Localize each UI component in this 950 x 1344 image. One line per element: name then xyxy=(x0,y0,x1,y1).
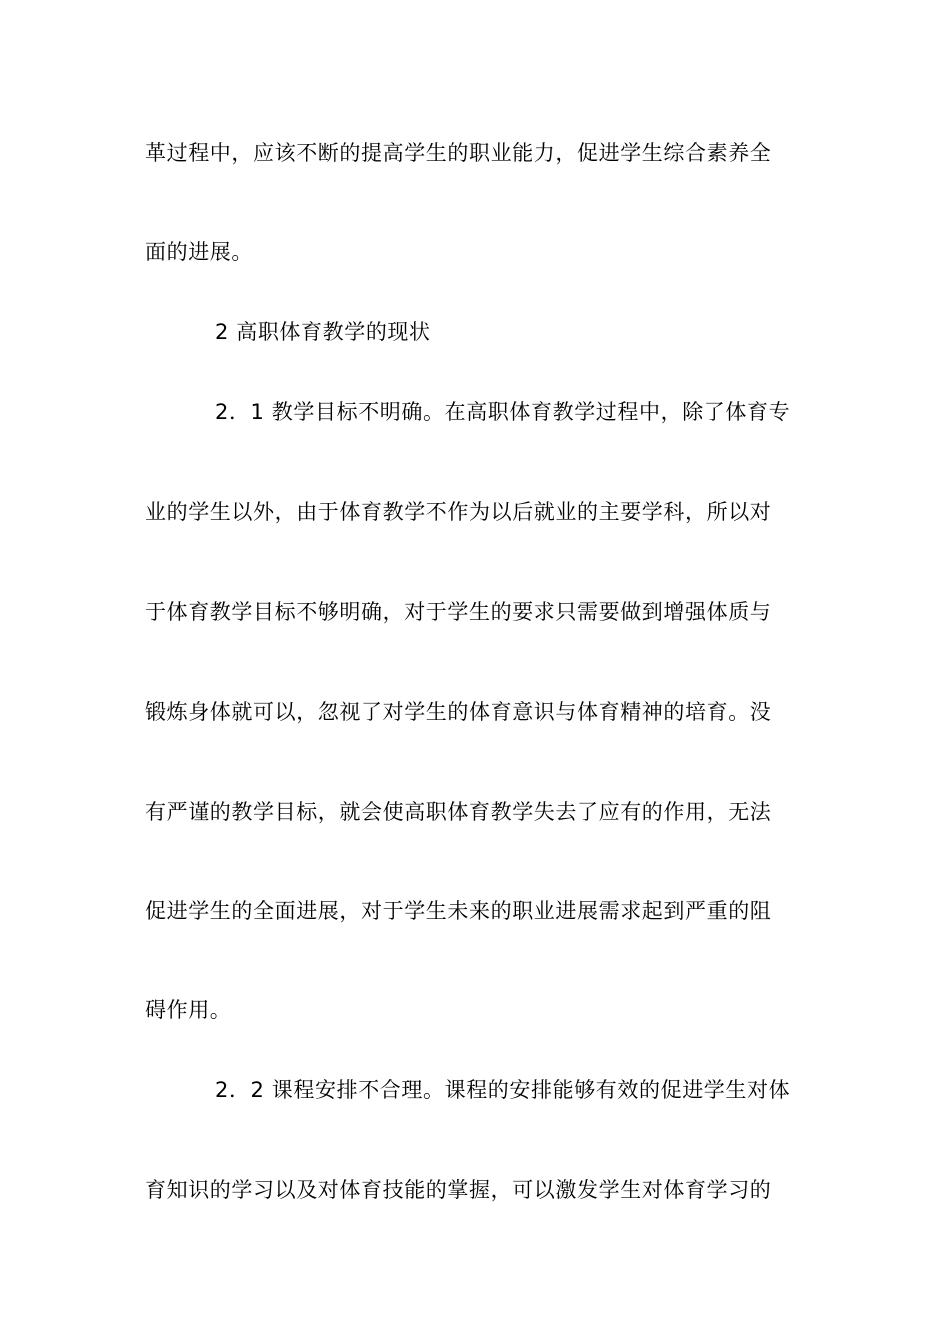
text-line: 于体育教学目标不够明确，对于学生的要求只需要做到增强体质与 xyxy=(145,600,772,624)
text-line: 有严谨的教学目标，就会使高职体育教学失去了应有的作用，无法 xyxy=(145,800,772,824)
subsection-heading-line: 2．2 课程安排不合理。课程的安排能够有效的促进学生对体 xyxy=(215,1078,791,1102)
section-heading: 2 高职体育教学的现状 xyxy=(215,320,431,344)
text-line: 面的进展。 xyxy=(145,240,253,264)
text-line: 育知识的学习以及对体育技能的掌握，可以激发学生对体育学习的 xyxy=(145,1178,772,1202)
text-line: 业的学生以外，由于体育教学不作为以后就业的主要学科，所以对 xyxy=(145,500,772,524)
text-line: 促进学生的全面进展，对于学生未来的职业进展需求起到严重的阻 xyxy=(145,899,772,923)
text-line: 碍作用。 xyxy=(145,998,232,1022)
text-line: 革过程中，应该不断的提高学生的职业能力，促进学生综合素养全 xyxy=(145,141,772,165)
text-line: 锻炼身体就可以，忽视了对学生的体育意识与体育精神的培育。没 xyxy=(145,700,772,724)
subsection-heading-line: 2．1 教学目标不明确。在高职体育教学过程中，除了体育专 xyxy=(215,400,791,424)
